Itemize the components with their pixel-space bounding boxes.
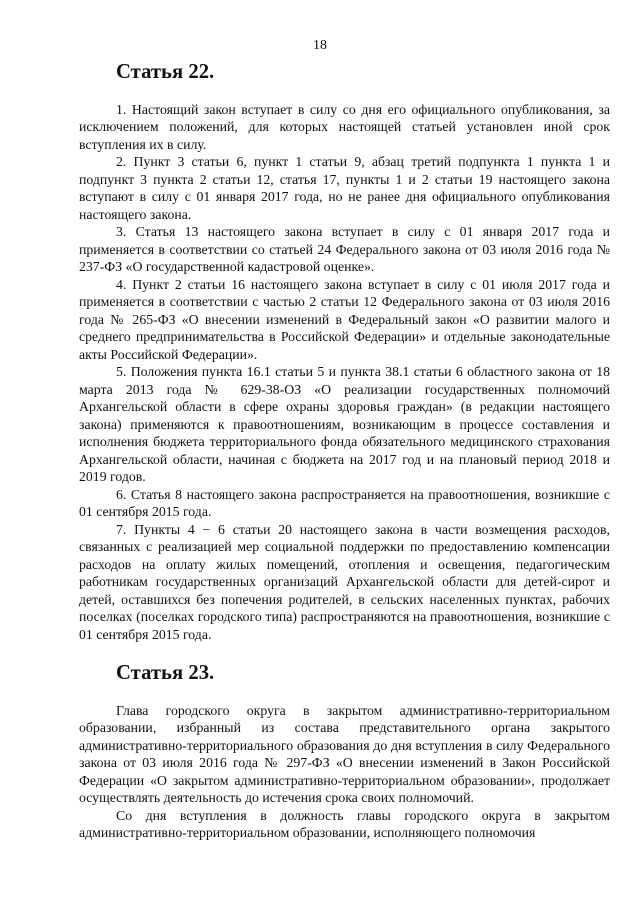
article-heading: Статья 22. xyxy=(116,61,215,83)
paragraph: Со дня вступления в должность главы городского округа в закрытом административно-территориальном образовании, исполняющего полномочия xyxy=(79,807,610,840)
paragraph: 6. Статья 8 настоящего закона распространяется на правоотношения, возникшие с 01 сентября 2015 года. xyxy=(79,486,610,519)
paragraph: 3. Статья 13 настоящего закона вступает в силу с 01 января 2017 года и применяется в соответствии со статьей 24 Федерального закона от 03 июля 2016 года № 237-ФЗ «О государственной кадастровой оценке». xyxy=(79,224,610,274)
article-heading: Статья 23. xyxy=(116,662,215,684)
article-23 xyxy=(79,662,610,842)
paragraph: 5. Положения пункта 16.1 статьи 5 и пункта 38.1 статьи 6 областного закона от 18 марта 2013 года № 629-38-ОЗ «О реализации государственных полномочий Архангельской области в сфере охраны здоровья граждан» (в редакции настоящего закона) применяются к правоотношениям, возникающим в процессе составления и исполнения бюджета территориального фонда обязательного медицинского страхования Архангельской области, начиная с бюджета на 2017 год и на плановый период 2018 и 2019 годов. xyxy=(79,364,610,484)
article-22 xyxy=(79,61,610,643)
page-number: 18 xyxy=(313,38,327,53)
paragraph: 4. Пункт 2 статьи 16 настоящего закона вступает в силу с 01 июля 2017 года и применяется в соответствии с частью 2 статьи 12 Федерального закона от 03 июля 2016 года № 265-ФЗ «О внесении изменений в Федеральный закон «О развитии малого и среднего предпринимательства в Российской Федерации» и отдельные законодательные акты Российской Федерации». xyxy=(79,276,610,362)
paragraph: Глава городского округа в закрытом административно-территориальном образовании, избранный из состава представительного органа закрытого административно-территориального образования до дня вступления в силу Федерального закона от 03 июля 2016 года № 297-ФЗ «О внесении изменений в Закон Российской Федерации «О закрытом административно-территориальном образовании», продолжает осуществлять деятельность до истечения срока своих полномочий. xyxy=(79,702,610,805)
paragraph: 2. Пункт 3 статьи 6, пункт 1 статьи 9, абзац третий подпункта 1 пункта 1 и подпункт 3 пункта 2 статьи 12, статья 17, пункты 1 и 2 статьи 19 настоящего закона вступают в силу с 01 января 2017 года, но не ранее дня официального опубликования настоящего закона. xyxy=(79,154,610,222)
paragraph: 7. Пункты 4 − 6 статьи 20 настоящего закона в части возмещения расходов, связанных с реализацией мер социальной поддержки по предоставлению компенсации расходов на оплату жилых помещений, отопления и освещения, педагогическим работникам государственных организаций Архангельской области для детей-сирот и детей, оставшихся без попечения родителей, в сельских населенных пунктах, рабочих поселках (поселках городского типа) распространяются на правоотношения, возникшие с 01 сентября 2015 года. xyxy=(79,521,610,642)
document-body xyxy=(79,61,610,842)
paragraph: 1. Настоящий закон вступает в силу со дня его официального опубликования, за исключением положений, для которых настоящей статьей установлен иной срок вступления их в силу. xyxy=(79,101,610,152)
